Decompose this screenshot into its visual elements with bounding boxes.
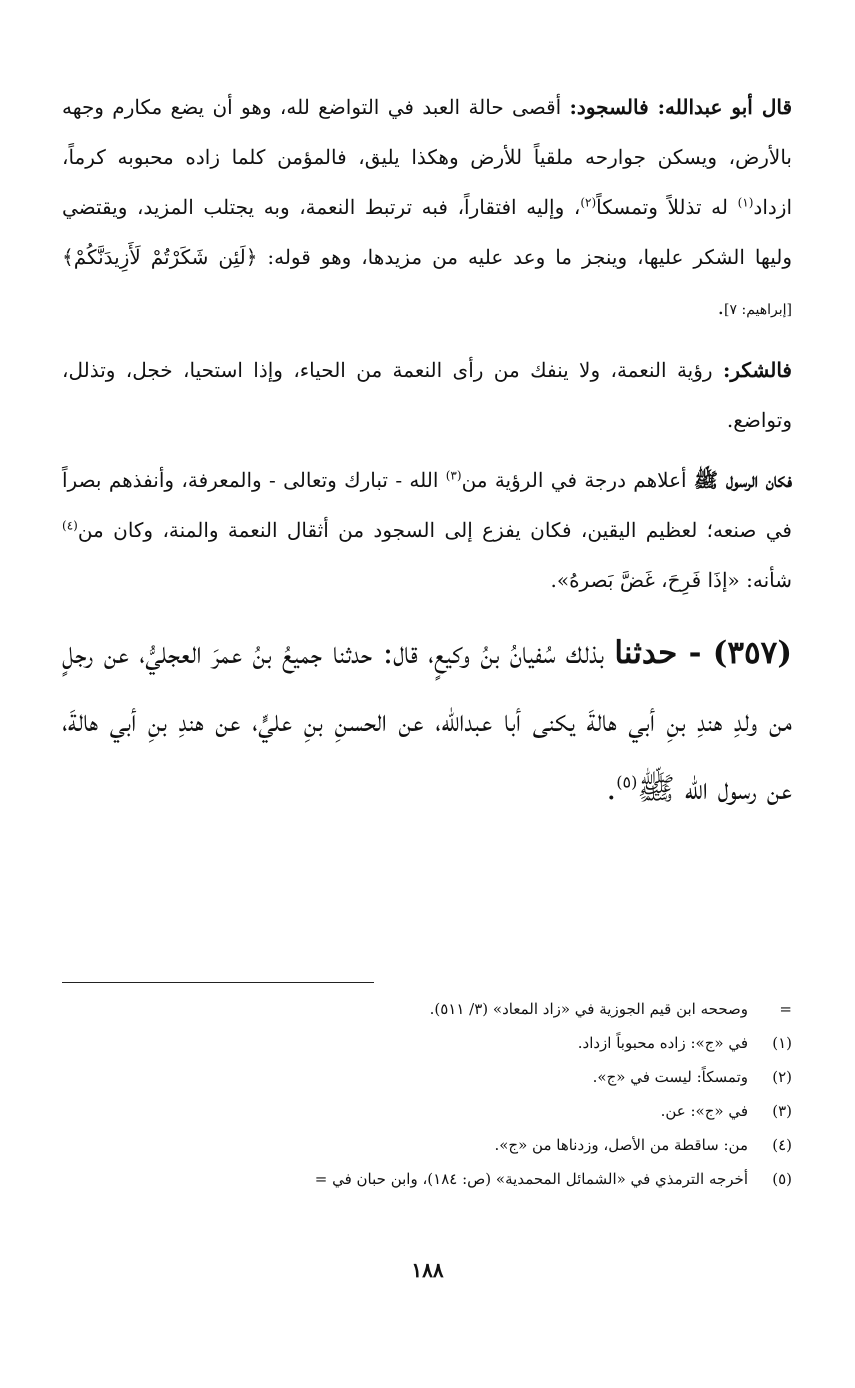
footnote-item — [62, 1026, 792, 1060]
paragraph-sujud — [62, 82, 792, 335]
footnote-marker: = — [779, 1000, 792, 1018]
footnote-separator — [62, 982, 374, 983]
page-number: ١٨٨ — [411, 1258, 444, 1282]
paragraph-text: له تذللاً وتمسكاً — [596, 195, 738, 219]
paragraph-text: أقصى حالة العبد في التواضع لله، وهو أن يضع مكارم وجهه بالأرض، ويسكن جوارحه ملقياً للأرض وهكذا يليق، فالمؤمن كلما زاده محبوبه كرماً، ازداد — [62, 95, 793, 219]
footnote-marker: (٢) — [772, 1068, 792, 1086]
paragraph-text: رؤية النعمة، ولا ينفك من رأى النعمة من الحياء، وإذا استحيا، خجل، وتذلل، وتواضع. — [62, 358, 792, 432]
footnote-text: في «ج»: عن. — [660, 1102, 748, 1120]
hadith-number: (٣٥٧) - حدثنا — [614, 635, 792, 671]
paragraph-lead: قال أبو عبدالله: فالسجود: — [569, 95, 793, 119]
footnote-ref[interactable]: (٥) — [616, 772, 638, 792]
footnotes — [62, 992, 792, 1196]
paragraph-lead: فكان الرسول ﷺ — [693, 468, 792, 492]
hadith-block — [62, 619, 792, 823]
footnote-marker: (٤) — [772, 1136, 792, 1154]
footnote-text: من: ساقطة من الأصل، وزدناها من «ج». — [494, 1136, 748, 1154]
paragraph-text: شأنه: «إذَا فَرِحَ، غَضَّ بَصرهُ». — [550, 568, 792, 592]
paragraph-text: ، وإليه افتقاراً، فبه ترتبط النعمة، وبه يجتلب المزيد، ويقتضي وليها الشكر عليها، وينجز ما وعد عليه من مزيدها، وهو قوله: — [62, 195, 792, 269]
footnote-text: في «ج»: زاده محبوباً ازداد. — [577, 1034, 748, 1052]
hadith-end: . — [606, 771, 617, 807]
hadith-text: بذلك سُفيانُ بنُ وكيعٍ، قال: حدثنا جميعُ بنُ عمرَ العجليُّ، عن رجلٍ من ولدِ هندِ بنِ أبي هالةَ يكنى أبا عبدالله، عن الحسنِ بنِ عليٍّ، عن هندِ بنِ أبي هالةَ، عن رسول الله ﷺ — [62, 635, 792, 807]
footnote-item — [62, 992, 792, 1026]
paragraph-shukr — [62, 345, 792, 445]
footnote-marker: (٣) — [772, 1102, 792, 1120]
footnote-text: أخرجه الترمذي في «الشمائل المحمدية» (ص: ١٨٤)، وابن حبان في = — [314, 1170, 748, 1188]
paragraph-text: أعلاهم درجة في الرؤية من — [461, 468, 694, 492]
main-text — [62, 82, 792, 823]
quran-reference: [إبراهيم: ٧] — [724, 302, 792, 318]
footnote-ref[interactable]: (٢) — [580, 195, 597, 210]
footnote-marker: (٥) — [772, 1170, 792, 1188]
paragraph-rasul — [62, 455, 792, 605]
footnote-item — [62, 1128, 792, 1162]
footnote-marker: (١) — [772, 1034, 792, 1052]
footnote-text: وصححه ابن قيم الجوزية في «زاد المعاد» (٣/ ٥١١). — [429, 1000, 748, 1018]
footnote-item — [62, 1060, 792, 1094]
paragraph-text: الله - تبارك وتعالى - والمعرفة، وأنفذهم بصراً في صنعه؛ لعظيم اليقين، فكان يفزع إلى السجود من أثقال النعمة والمنة، وكان من — [62, 468, 792, 542]
footnote-item — [62, 1162, 792, 1196]
footnote-item — [62, 1094, 792, 1128]
quran-quote: ﴿لَئِن شَكَرْتُمْ لَأَزِيدَنَّكُمْ﴾ — [62, 245, 258, 269]
paragraph-lead: فالشكر: — [722, 358, 792, 382]
footnote-ref[interactable]: (٤) — [62, 518, 78, 533]
footnote-ref[interactable]: (٣) — [445, 468, 462, 483]
footnote-text: وتمسكاً: ليست في «ج». — [592, 1068, 748, 1086]
footnote-ref[interactable]: (١) — [737, 195, 754, 210]
paragraph-end: . — [717, 295, 725, 319]
